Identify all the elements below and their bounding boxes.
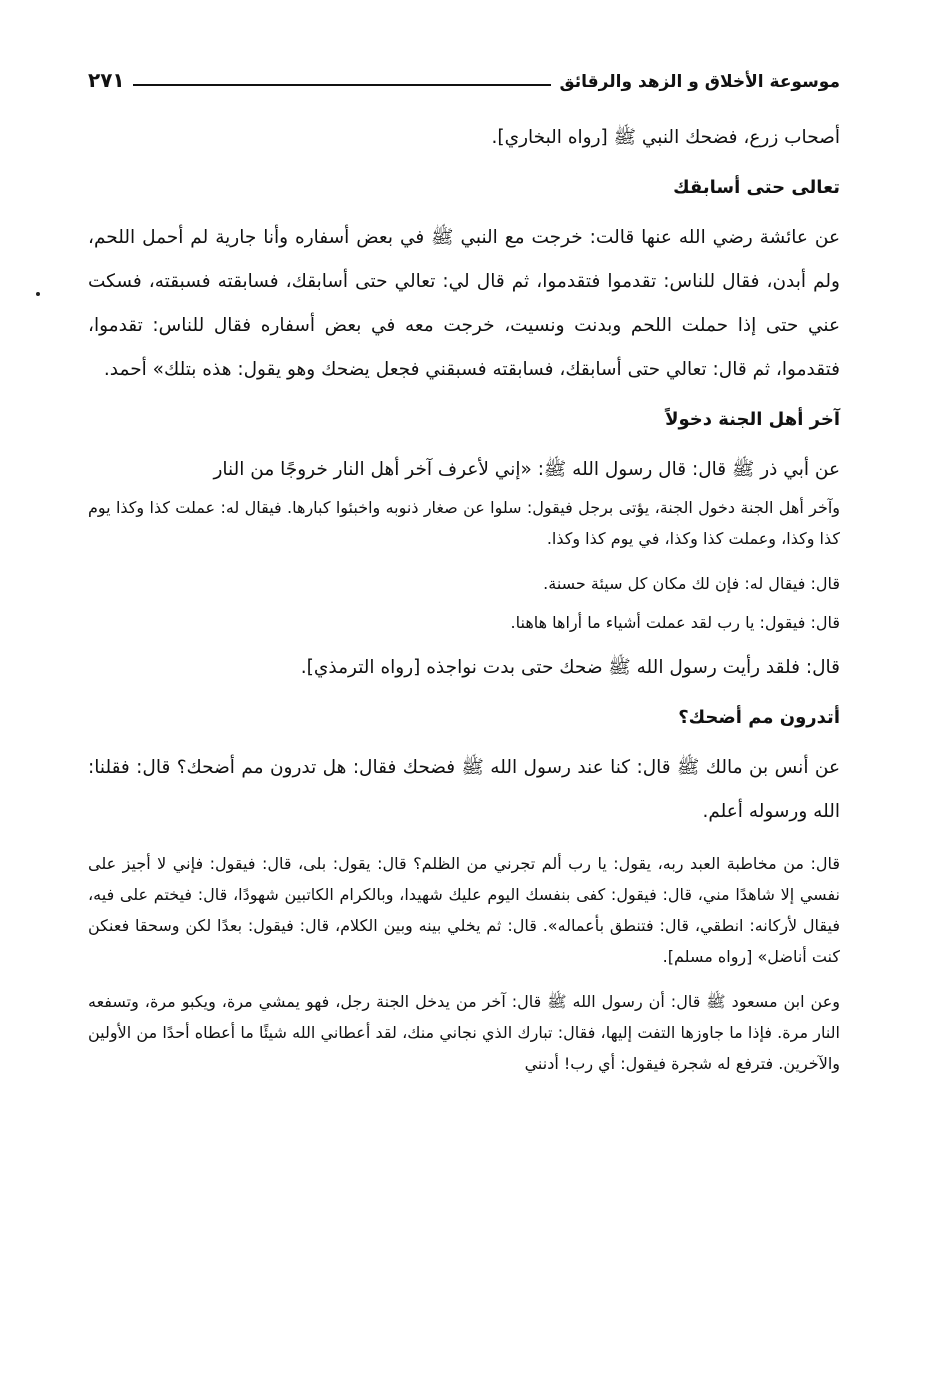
margin-dot xyxy=(36,292,40,296)
paragraph-1: أصحاب زرع، فضحك النبي ﷺ [رواه البخاري]. xyxy=(491,127,840,148)
section-heading-1: تعالى حتى أسابقك xyxy=(673,177,840,198)
paragraph-4: وآخر أهل الجنة دخول الجنة، يؤتى برجل فيقول: سلوا عن صغار ذنوبه واخبئوا كبارها. فيقال له: عملت كذا وكذا يوم كذا وكذا، وعملت كذا وكذا، في يوم كذا وكذا. xyxy=(88,498,840,548)
paragraph-2: عن عائشة رضي الله عنها قالت: خرجت مع النبي ﷺ في بعض أسفاره وأنا جارية لم أحمل اللحم، ولم أبدن، فقال للناس: تقدموا فتقدموا، ثم قال لي: تعالي حتى أسابقك، فسابقته فسبقته، فسكت عني حتى إذا حملت اللحم وبدنت ونسيت، خرجت معه في بعض أسفاره فقال للناس: تقدموا، فتقدموا، ثم قال: تعالي حتى أسابقك، فسابقته فسبقني فجعل يضحك وهو يقول: هذه بتلك» أحمد. xyxy=(88,227,840,380)
page-body xyxy=(88,116,840,1079)
section-heading-2: آخر أهل الجنة دخولاً xyxy=(665,409,840,430)
running-title: موسوعة الأخلاق و الزهد والرقائق xyxy=(559,72,840,92)
header-rule xyxy=(133,84,552,86)
section-heading-3: أتدرون مم أضحك؟ xyxy=(678,707,840,728)
paragraph-5: قال: فيقال له: فإن لك مكان كل سيئة حسنة. xyxy=(543,574,840,593)
page-header xyxy=(88,52,840,94)
book-page xyxy=(88,52,840,1352)
paragraph-10: وعن ابن مسعود ﷺ قال: أن رسول الله ﷺ قال: آخر من يدخل الجنة رجل، فهو يمشي مرة، ويكبو مرة، وتسفعه النار مرة. فإذا ما جاوزها التفت إليها، فقال: تبارك الذي نجاني منك، لقد أعطاني الله شيئًا ما أعطاه أحدًا من الأولين والآخرين. فترفع له شجرة فيقول: أي رب! أدنني xyxy=(88,992,840,1073)
page-number: ٢٧١ xyxy=(88,68,125,92)
paragraph-7: قال: فلقد رأيت رسول الله ﷺ ضحك حتى بدت نواجذه [رواه الترمذي]. xyxy=(300,657,840,678)
paragraph-9: قال: من مخاطبة العبد ربه، يقول: يا رب ألم تجرني من الظلم؟ قال: يقول: بلى، قال: فيقول: فإني لا أجيز على نفسي إلا شاهدًا مني، قال: فيقول: كفى بنفسك اليوم عليك شهيدا، وبالكرام الكاتبين شهودًا، قال: فيختم على فيه، فيقال لأركانه: انطقي، قال: فتنطق بأعماله». قال: ثم يخلي بينه وبين الكلام، قال: فيقول: بعدًا لكن وسحقا فعنكن كنت أناضل» [رواه مسلم]. xyxy=(88,854,840,966)
paragraph-8: عن أنس بن مالك ﷺ قال: كنا عند رسول الله ﷺ فضحك فقال: هل تدرون مم أضحك؟ قال: فقلنا: الله ورسوله أعلم. xyxy=(88,757,840,822)
paragraph-3: عن أبي ذر ﷺ قال: قال رسول الله ﷺ: «إني لأعرف آخر أهل النار خروجًا من النار xyxy=(213,459,840,480)
paragraph-6: قال: فيقول: يا رب لقد عملت أشياء ما أراها هاهنا. xyxy=(510,613,840,632)
